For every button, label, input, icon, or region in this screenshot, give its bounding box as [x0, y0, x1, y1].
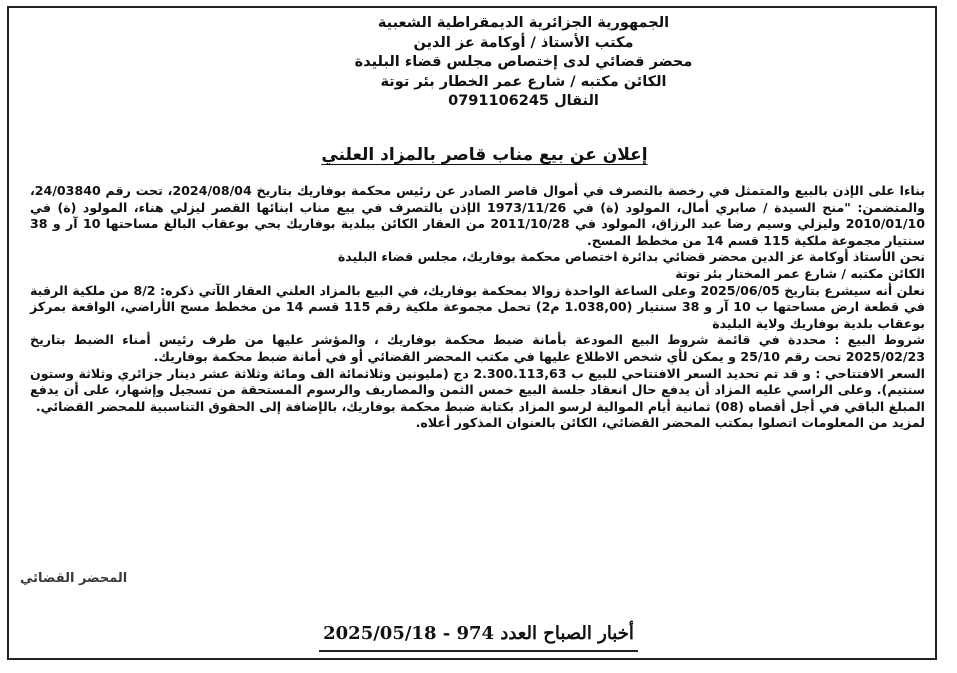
letterhead [0, 14, 957, 112]
paragraph-contact: لمزيد من المعلومات اتصلوا بمكتب المحضر القضائي، الكائن بالعنوان المذكور أعلاه. [415, 415, 925, 431]
announcement-title [0, 144, 957, 166]
letterhead-phone: النقال 0791106245 [448, 93, 599, 109]
paragraph-sale-date: نعلن أنه سيشرع بتاريخ 2025/06/05 وعلى الساعة الواحدة زوالا بمحكمة بوفاريك، في البيع بالمزاد العلني العقار الآتي ذكره: 8/2 من ملكية الرقبة في قطعة ارض مساحتها ب 10 آر و 38 سنتيار (1.038,00 م2) تحمل مجموعة ملكية رقم 115 قسم 14 من مخطط مسح الأراضي، الواقعة بمركز بوعقاب بلدية بوفاريك ولاية البليدة [30, 282, 925, 331]
paragraph-authorization: بناءا على الإذن بالبيع والمتمثل في رخصة بالتصرف في أموال قاصر الصادر عن رئيس محكمة بوفاريك بتاريخ 2024/08/04، تحت رقم 24/03840، والمتضمن: "منح السيدة / صابري أمال، المولود (ة) في 1973/11/26 الإذن بالتصرف في بيع مناب ابنائها القصر ليزلي هناء، المولود (ة) في 2010/01/10 وليزلي وسيم رضا عبد الرزاق، المولود في 2011/10/28 من العقار الكائن ببلدية بوفاريك بحي بوعقاب البالغ مساحتها 10 آر و 38 سنتيار مجموعة ملكية 115 قسم 14 من مخطط المسح. [30, 183, 925, 248]
paragraph-sale-conditions: شروط البيع : محددة في قائمة شروط البيع المودعة بأمانة ضبط محكمة بوفاريك ، والمؤشر عليها من طرف رئيس أمناء الضبط بتاريخ 2025/02/23 تحت رقم 25/10 و يمكن لأي شخص الاطلاع عليها في مكتب المحضر القضائي أو في أمانة ضبط محكمة بوفاريك. [30, 332, 925, 364]
announcement-title-text: إعلان عن بيع مناب قاصر بالمزاد العلني [321, 145, 648, 165]
paragraph-bailiff: نحن الأستاذ أوكامة عز الدين محضر قضائي بدائرة اختصاص محكمة بوفاريك، مجلس قضاء البليدة [337, 249, 925, 265]
signature: المحضر القضائي [20, 571, 128, 586]
paragraph-opening-price: السعر الافتتاحي : و قد تم تحديد السعر الافتتاحي للبيع ب 2.300.113,63 دج (مليونين وثلاثمائة الف ومائة وثلاثة عشر دينار جزائري وثلاثة وستون سنتيم). وعلى الراسي عليه المزاد أن يدفع حال انعقاد جلسة البيع خمس الثمن والمصاريف والرسوم المستحقة من تسجيل وإشهار، على أن يدفع المبلغ الباقي في أجل أقصاه (08) ثمانية أيام الموالية لرسو المزاد بكتابة ضبط محكمة بوفاريك، بالإضافة إلى الحقوق التناسبية للمحضر القضائي. [30, 365, 926, 414]
announcement-body [30, 183, 925, 432]
letterhead-office: مكتب الأستاذ / أوكامة عز الدين [413, 34, 634, 51]
paragraph-office-address: الكائن مكتبه / شارع عمر المختار بئر توتة [675, 265, 925, 281]
publication-info: أخبار الصباح العدد 974 - 2025/05/18 [319, 620, 638, 652]
letterhead-country: الجمهورية الجزائرية الديمقراطية الشعبية [377, 15, 670, 31]
publication-footer [0, 620, 957, 654]
letterhead-address: الكائن مكتبه / شارع عمر الخطار بئر توتة [380, 73, 667, 90]
letterhead-jurisdiction: محضر قضائي لدى إختصاص مجلس قضاء البليدة [354, 54, 693, 70]
